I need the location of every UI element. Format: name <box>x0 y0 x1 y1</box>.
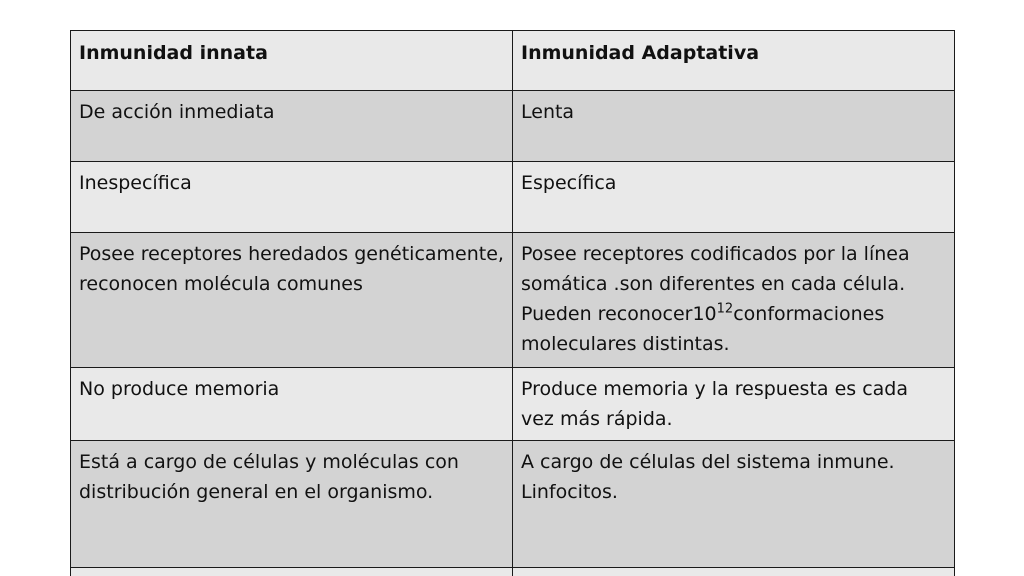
table-row <box>71 368 955 441</box>
exponent-power: 12 <box>716 301 734 317</box>
cell-adaptive: Lenta <box>513 91 955 162</box>
cell-adaptive: A cargo de células del sistema inmune. Linfocitos. <box>513 441 955 568</box>
table-header <box>71 31 955 91</box>
table-row <box>71 91 955 162</box>
table-row <box>71 441 955 568</box>
cell-innate: De acción inmediata <box>71 91 513 162</box>
table-row <box>71 162 955 233</box>
exponent-base: 10 <box>692 303 717 325</box>
cell-adaptive: Específica <box>513 162 955 233</box>
cell-adaptive-empty <box>513 568 955 576</box>
cell-innate: No produce memoria <box>71 368 513 441</box>
cell-adaptive-text-before: Posee receptores codificados por la línea somática .son diferentes en cada célula. Pueden reconocer <box>521 243 910 325</box>
table-row <box>71 233 955 368</box>
header-row <box>71 31 955 91</box>
header-innate: Inmunidad innata <box>71 31 513 91</box>
cell-adaptive: Produce memoria y la respuesta es cada vez más rápida. <box>513 368 955 441</box>
immunity-comparison-table <box>70 30 955 576</box>
cell-innate: Posee receptores heredados genéticamente, reconocen molécula comunes <box>71 233 513 368</box>
cell-adaptive-text-after: conformaciones moleculares distintas. <box>521 303 885 355</box>
cell-innate-empty <box>71 568 513 576</box>
table-body <box>71 91 955 576</box>
cell-innate: Inespecífica <box>71 162 513 233</box>
table-row <box>71 568 955 576</box>
header-adaptive: Inmunidad Adaptativa <box>513 31 955 91</box>
cell-adaptive <box>513 233 955 368</box>
cell-innate: Está a cargo de células y moléculas con distribución general en el organismo. <box>71 441 513 568</box>
